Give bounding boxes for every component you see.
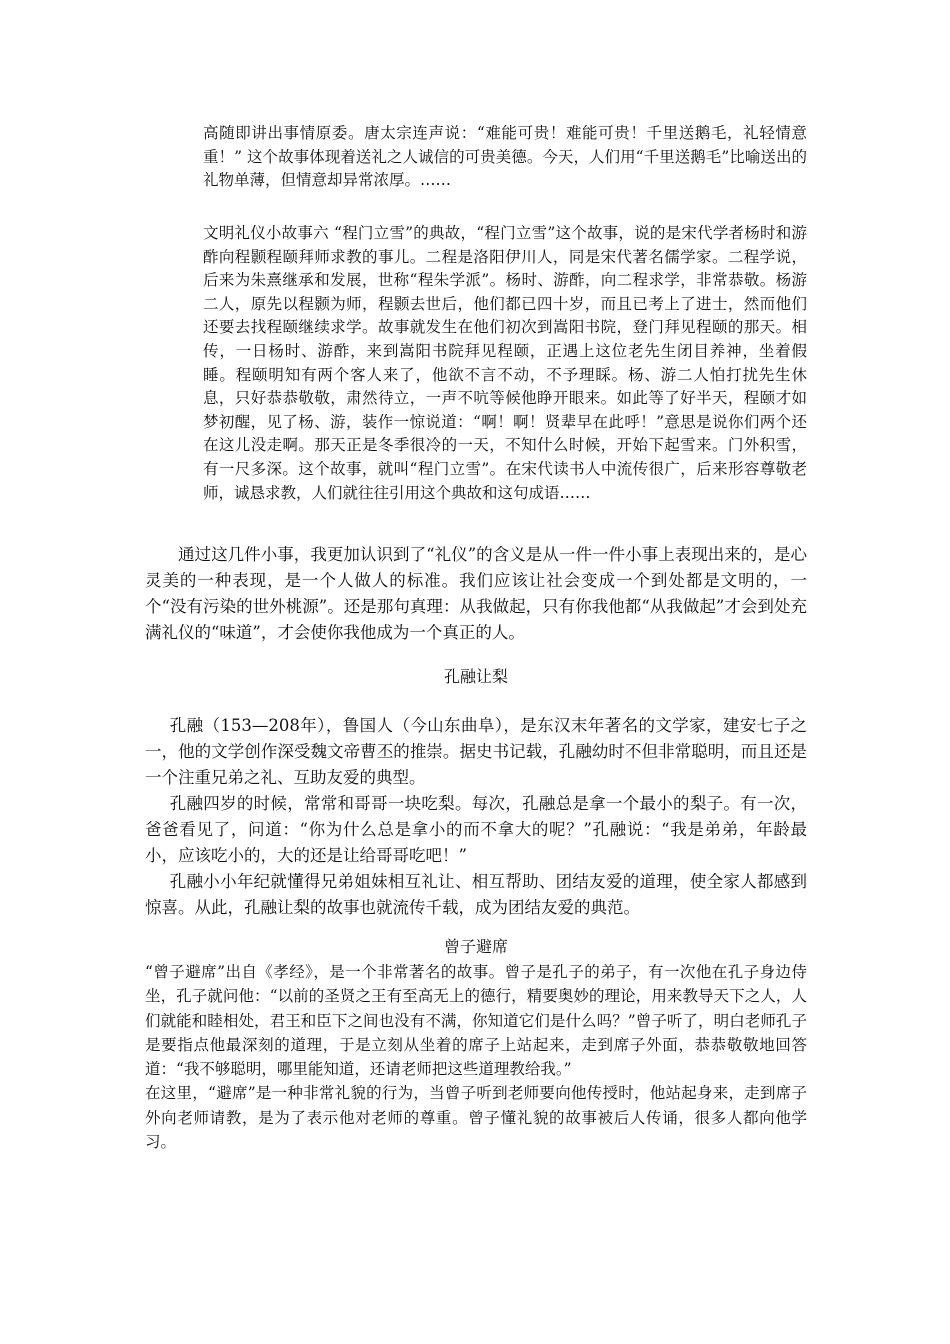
conclusion-paragraph: 通过这几件小事，我更加认识到了“礼仪”的含义是从一件一件小事上表现出来的，是心灵美的一种表现，是一个人做人的标准。我们应该让社会变成一个到处都是文明的，一个“没有污染的世外桃源”。还是那句真理：从我做起，只有你我他都“从我做起”才会到处充满礼仪的“味道”，才会使你我他成为一个真正的人。 bbox=[145, 545, 807, 642]
conclusion bbox=[145, 542, 807, 646]
kongrong-paragraph: 孔融小小年纪就懂得兄弟姐妹相互礼让、相互帮助、团结友爱的道理，使全家人都感到惊喜。从此，孔融让梨的故事也就流传千载，成为团结友爱的典范。 bbox=[145, 872, 807, 917]
zengzi-paragraph: 在这里，“避席”是一种非常礼貌的行为，当曾子听到老师要向他传授时，他站起身来，走到席子外向老师请教，是为了表示他对老师的尊重。曾子懂礼貌的故事被后人传诵，很多人都向他学习。 bbox=[145, 1084, 807, 1152]
kongrong-title: 孔融让梨 bbox=[443, 667, 508, 686]
zengzi-paragraph: “曾子避席”出自《孝经》，是一个非常著名的故事。曾子是孔子的弟子，有一次他在孔子身边侍坐，孔子就问他：“以前的圣贤之王有至高无上的德行，精要奥妙的理论，用来教导天下之人，人们就能和睦相处，君王和臣下之间也没有不满，你知道它们是什么吗？”曾子听了，明白老师孔子是要指点他最深刻的道理，于是立刻从坐着的席子上站起来，走到席子外面，恭恭敬敬地回答道：“我不够聪明，哪里能知道，还请老师把这些道理教给我。” bbox=[145, 963, 807, 1079]
kongrong-story bbox=[145, 713, 807, 921]
kongrong-paragraph: 孔融（153—208年），鲁国人（今山东曲阜），是东汉末年著名的文学家，建安七子之一，他的文学创作深受魏文帝曹丕的推崇。据史书记载，孔融幼时不但非常聪明，而且还是一个注重兄弟之礼、互助友爱的典型。 bbox=[145, 716, 807, 787]
kongrong-paragraph: 孔融四岁的时候，常常和哥哥一块吃梨。每次，孔融总是拿一个最小的梨子。有一次，爸爸看见了，问道：“你为什么总是拿小的而不拿大的呢？”孔融说：“我是弟弟，年龄最小，应该吃小的，大的还是让给哥哥吃吧！” bbox=[145, 794, 807, 865]
story-five-paragraph: 高随即讲出事情原委。唐太宗连声说：“难能可贵！难能可贵！千里送鹅毛，礼轻情意重！” 这个故事体现着送礼之人诚信的可贵美德。今天，人们用“千里送鹅毛”比喻送出的礼物单薄，但情意却异常浓厚。…… bbox=[203, 124, 807, 190]
story-six bbox=[203, 222, 807, 505]
story-five-ending bbox=[203, 122, 807, 193]
zengzi-title: 曾子避席 bbox=[443, 937, 508, 956]
story-six-paragraph: 文明礼仪小故事六 “程门立雪”的典故，“程门立雪”这个故事，说的是宋代学者杨时和游酢向程颢程颐拜师求教的事儿。二程是洛阳伊川人，同是宋代著名儒学家。二程学说，后来为朱熹继承和发展，世称“程朱学派”。杨时、游酢，向二程求学，非常恭敬。杨游二人，原先以程颢为师，程颢去世后，他们都已四十岁，而且已考上了进士，然而他们还要去找程颐继续求学。故事就发生在他们初次到嵩阳书院，登门拜见程颐的那天。相传，一日杨时、游酢，来到嵩阳书院拜见程颐，正遇上这位老先生闭目养神，坐着假睡。程颐明知有两个客人来了，他欲不言不动，不予理睬。杨、游二人怕打扰先生休息，只好恭恭敬敬，肃然待立，一声不吭等候他睁开眼来。如此等了好半天，程颐才如梦初醒，见了杨、游，装作一惊说道：“啊！啊！贤辈早在此呼！”意思是说你们两个还在这儿没走啊。那天正是冬季很冷的一天，不知什么时候，开始下起雪来。门外积雪，有一尺多深。这个故事，就叫“程门立雪”。在宋代读书人中流传很广，后来形容尊敬老师，诚恳求教，人们就往往引用这个典故和这句成语…… bbox=[203, 224, 807, 502]
zengzi-story bbox=[145, 960, 807, 1154]
